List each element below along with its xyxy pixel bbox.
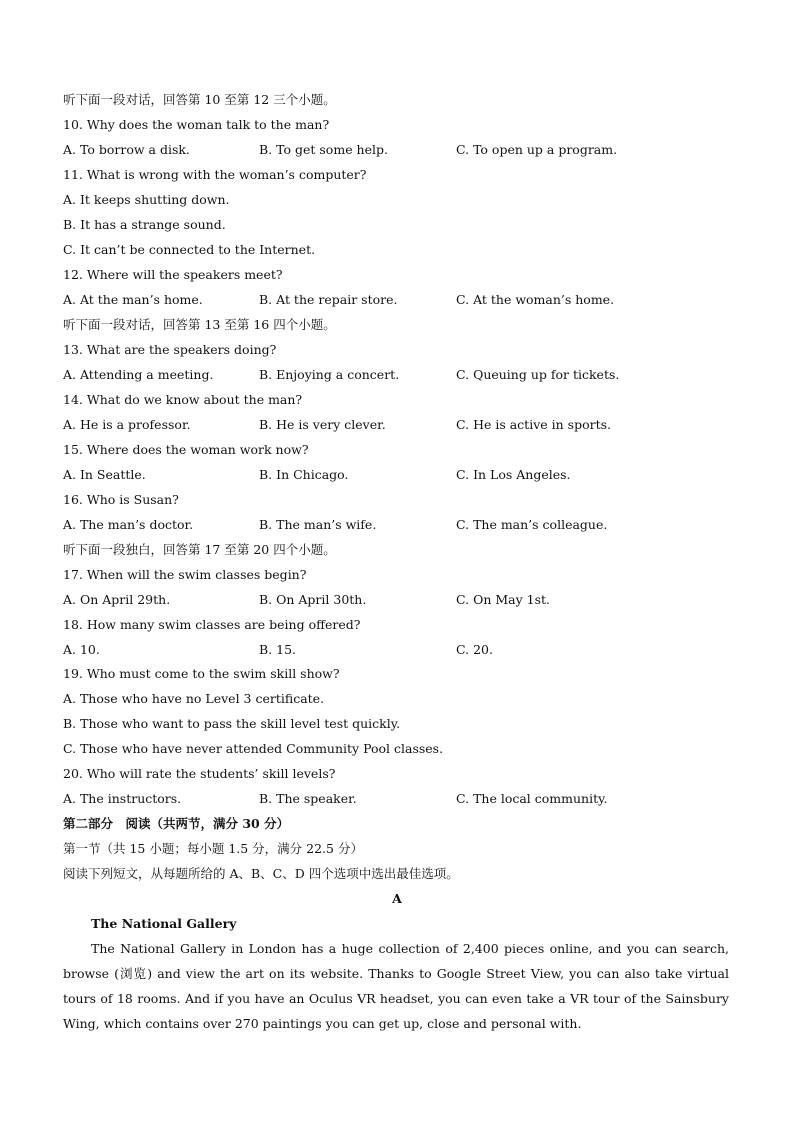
question-14: 14. What do we know about the man? xyxy=(63,392,303,407)
intro-questions-17-20: 听下面一段独白，回答第 17 至第 20 四个小题。 xyxy=(63,542,336,557)
q11-option-c: C. It can’t be connected to the Internet. xyxy=(63,242,316,257)
q12-option-a: A. At the man’s home. xyxy=(63,292,203,307)
q19-option-a: A. Those who have no Level 3 certificate. xyxy=(63,691,325,706)
question-13: 13. What are the speakers doing? xyxy=(63,342,277,357)
q20-option-b: B. The speaker. xyxy=(259,791,357,806)
q18-option-c: C. 20. xyxy=(456,642,493,657)
q17-option-b: B. On April 30th. xyxy=(259,592,367,607)
question-20: 20. Who will rate the students’ skill levels? xyxy=(63,766,336,781)
q16-option-c: C. The man’s colleague. xyxy=(456,517,608,532)
q10-option-a: A. To borrow a disk. xyxy=(63,142,190,157)
q12-option-c: C. At the woman’s home. xyxy=(456,292,615,307)
q11-option-b: B. It has a strange sound. xyxy=(63,217,226,232)
q13-option-c: C. Queuing up for tickets. xyxy=(456,367,620,382)
q19-option-b: B. Those who want to pass the skill level test quickly. xyxy=(63,716,401,731)
q13-option-b: B. Enjoying a concert. xyxy=(259,367,400,382)
section-one-subheading: 第一节（共 15 小题；每小题 1.5 分，满分 22.5 分） xyxy=(63,841,363,856)
question-16: 16. Who is Susan? xyxy=(63,492,179,507)
q11-option-a: A. It keeps shutting down. xyxy=(63,192,230,207)
question-18: 18. How many swim classes are being offered? xyxy=(63,617,361,632)
q18-option-a: A. 10. xyxy=(63,642,100,657)
intro-questions-13-16: 听下面一段对话，回答第 13 至第 16 四个小题。 xyxy=(63,317,336,332)
q15-option-c: C. In Los Angeles. xyxy=(456,467,571,482)
q18-option-b: B. 15. xyxy=(259,642,297,657)
question-11: 11. What is wrong with the woman’s computer? xyxy=(63,167,367,182)
intro-questions-10-12: 听下面一段对话，回答第 10 至第 12 三个小题。 xyxy=(63,92,336,107)
q20-option-a: A. The instructors. xyxy=(63,791,182,806)
q20-option-c: C. The local community. xyxy=(456,791,608,806)
q13-option-a: A. Attending a meeting. xyxy=(63,367,214,382)
q14-option-b: B. He is very clever. xyxy=(259,417,386,432)
passage-label: A xyxy=(392,891,402,906)
q15-option-b: B. In Chicago. xyxy=(259,467,349,482)
question-15: 15. Where does the woman work now? xyxy=(63,442,309,457)
q12-option-b: B. At the repair store. xyxy=(259,292,398,307)
question-12: 12. Where will the speakers meet? xyxy=(63,267,283,282)
q16-option-b: B. The man’s wife. xyxy=(259,517,377,532)
passage-paragraph: The National Gallery in London has a huge collection of 2,400 pieces online, and you can search, browse (浏览) and view the art on its website. Thanks to Google Street View, you can also take virtual tours of 18 rooms. And if you have an Oculus VR headset, you can even take a VR tour of the Sainsbury Wing, which contains over 270 paintings you can get up, close and personal with. xyxy=(63,941,729,1031)
q10-option-b: B. To get some help. xyxy=(259,142,388,157)
q15-option-a: A. In Seattle. xyxy=(63,467,146,482)
question-10: 10. Why does the woman talk to the man? xyxy=(63,117,330,132)
q16-option-a: A. The man’s doctor. xyxy=(63,517,194,532)
q14-option-a: A. He is a professor. xyxy=(63,417,191,432)
q17-option-a: A. On April 29th. xyxy=(63,592,171,607)
q19-option-c: C. Those who have never attended Community Pool classes. xyxy=(63,741,444,756)
q17-option-c: C. On May 1st. xyxy=(456,592,550,607)
part-two-heading: 第二部分 阅读（共两节，满分 30 分） xyxy=(63,816,290,831)
question-17: 17. When will the swim classes begin? xyxy=(63,567,307,582)
reading-instruction: 阅读下列短文，从每题所给的 A、B、C、D 四个选项中选出最佳选项。 xyxy=(63,866,459,881)
passage-title: The National Gallery xyxy=(91,916,237,931)
q10-option-c: C. To open up a program. xyxy=(456,142,618,157)
q14-option-c: C. He is active in sports. xyxy=(456,417,611,432)
question-19: 19. Who must come to the swim skill show? xyxy=(63,666,340,681)
